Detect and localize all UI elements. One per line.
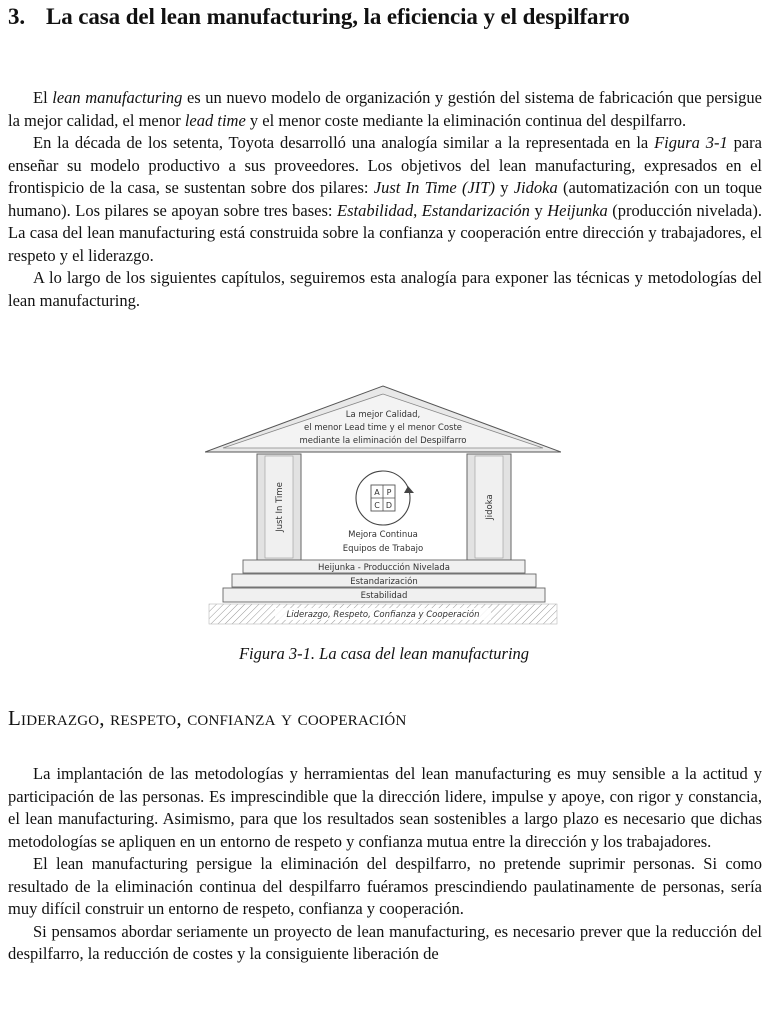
chapter-number: 3. — [8, 4, 26, 29]
italic-term: Just In Time (JIT) — [373, 178, 495, 197]
center-text-line-2: Equipos de Trabajo — [342, 544, 424, 554]
italic-term: Estandarización — [421, 200, 530, 220]
text-run: y — [494, 178, 514, 197]
section-paragraph-3: Si pensamos abordar seriamente un proyecto de lean manufacturing, es necesario prever que la reducción del despilfarro, la reducción de costes y la consiguiente liberación de — [8, 921, 762, 963]
text-run: (automatización con un toque humano). Los pilares se apoyan sobre tres bases: — [8, 178, 762, 220]
section-paragraph-2: El lean manufacturing persigue la eliminación del despilfarro, no pretende suprimir personas. Si como resultado de la eliminación continua del despilfarro fuéramos prescindiendo paulatinamente de personas, sería muy difícil construir un entorno de respeto, confianza y cooperación. — [8, 854, 762, 918]
step-estabilidad-label: Estabilidad — [360, 591, 408, 601]
italic-term: lean manufacturing — [52, 88, 183, 107]
section-paragraph-1: La implantación de las metodologías y herramientas del lean manufacturing es muy sensible a la actitud y participación de las personas. Es imprescindible que la dirección lidere, impulse y apoye, con rigor y constancia, el lean manufacturing. Asimismo, para que los resultados sean sostenibles a largo plazo es necesario que dichas metodologías se apliquen en un entorno de respeto y confianza mutua entre la dirección y los trabajadores. — [8, 764, 762, 851]
text-run: En la década de los setenta, Toyota desarrolló una analogía similar a la representada en la — [33, 133, 655, 152]
pdca-letter-d: D — [385, 501, 393, 510]
roof-text-line-3: mediante la eliminación del Despilfarro — [299, 436, 467, 446]
pdca-letter-p: P — [386, 488, 392, 497]
intro-text — [8, 87, 762, 312]
roof-text-line-2: el menor Lead time y el menor Coste — [303, 423, 463, 433]
step-heijunka-label: Heijunka - Producción Nivelada — [318, 563, 450, 573]
text-run: El — [33, 88, 53, 107]
italic-term: Jidoka — [513, 178, 558, 197]
text-run: y el menor coste mediante la eliminación continua del despilfarro. — [245, 110, 687, 130]
foundation-label: Liderazgo, Respeto, Confianza y Cooperación — [286, 610, 480, 620]
pdca-letter-c: C — [374, 501, 380, 510]
pillar-label-left: Just In Time — [275, 482, 285, 532]
section-text — [8, 763, 762, 966]
pdca-cycle-icon — [356, 471, 414, 525]
italic-term: lead time — [184, 110, 246, 130]
lean-house-figure — [205, 382, 561, 628]
center-text-line-1: Mejora Continua — [348, 530, 418, 540]
chapter-title: La casa del lean manufacturing, la eficiencia y el despilfarro — [46, 4, 630, 29]
italic-term: Heijunka — [547, 200, 608, 220]
section-heading: Liderazgo, respeto, confianza y cooperación — [8, 706, 407, 730]
figure-reference: Figura 3-1 — [654, 133, 728, 152]
text-run: , — [413, 200, 422, 220]
figure-caption: Figura 3-1. La casa del lean manufacturing — [238, 644, 530, 663]
intro-paragraph-3: A lo largo de los siguientes capítulos, seguiremos esta analogía para exponer las técnicas y metodologías del lean manufacturing. — [8, 268, 762, 310]
roof-text-line-1: La mejor Calidad, — [345, 410, 421, 420]
text-run: y — [529, 200, 548, 220]
intro-paragraph-2 — [8, 132, 762, 267]
italic-term: Estabilidad — [337, 200, 414, 220]
pillar-label-right: Jidoka — [485, 494, 495, 520]
step-estandarizacion-label: Estandarización — [350, 577, 418, 587]
intro-paragraph-1 — [8, 87, 762, 132]
text-run: es un nuevo modelo de organización y gestión del sistema de fabricación que persigue la mejor calidad, el menor — [8, 88, 762, 130]
chapter-heading — [8, 4, 760, 30]
text-run: (producción nivelada). La casa del lean manufacturing está construida sobre la confianza y cooperación entre dirección y trabajadores, el respeto y el liderazgo. — [8, 200, 763, 265]
text-run: para enseñar su modelo productivo a sus proveedores. Los objetivos del lean manufacturing, expresados en el frontispicio de la casa, se sustentan sobre dos pilares: — [8, 133, 762, 197]
pdca-letter-a: A — [374, 488, 380, 497]
